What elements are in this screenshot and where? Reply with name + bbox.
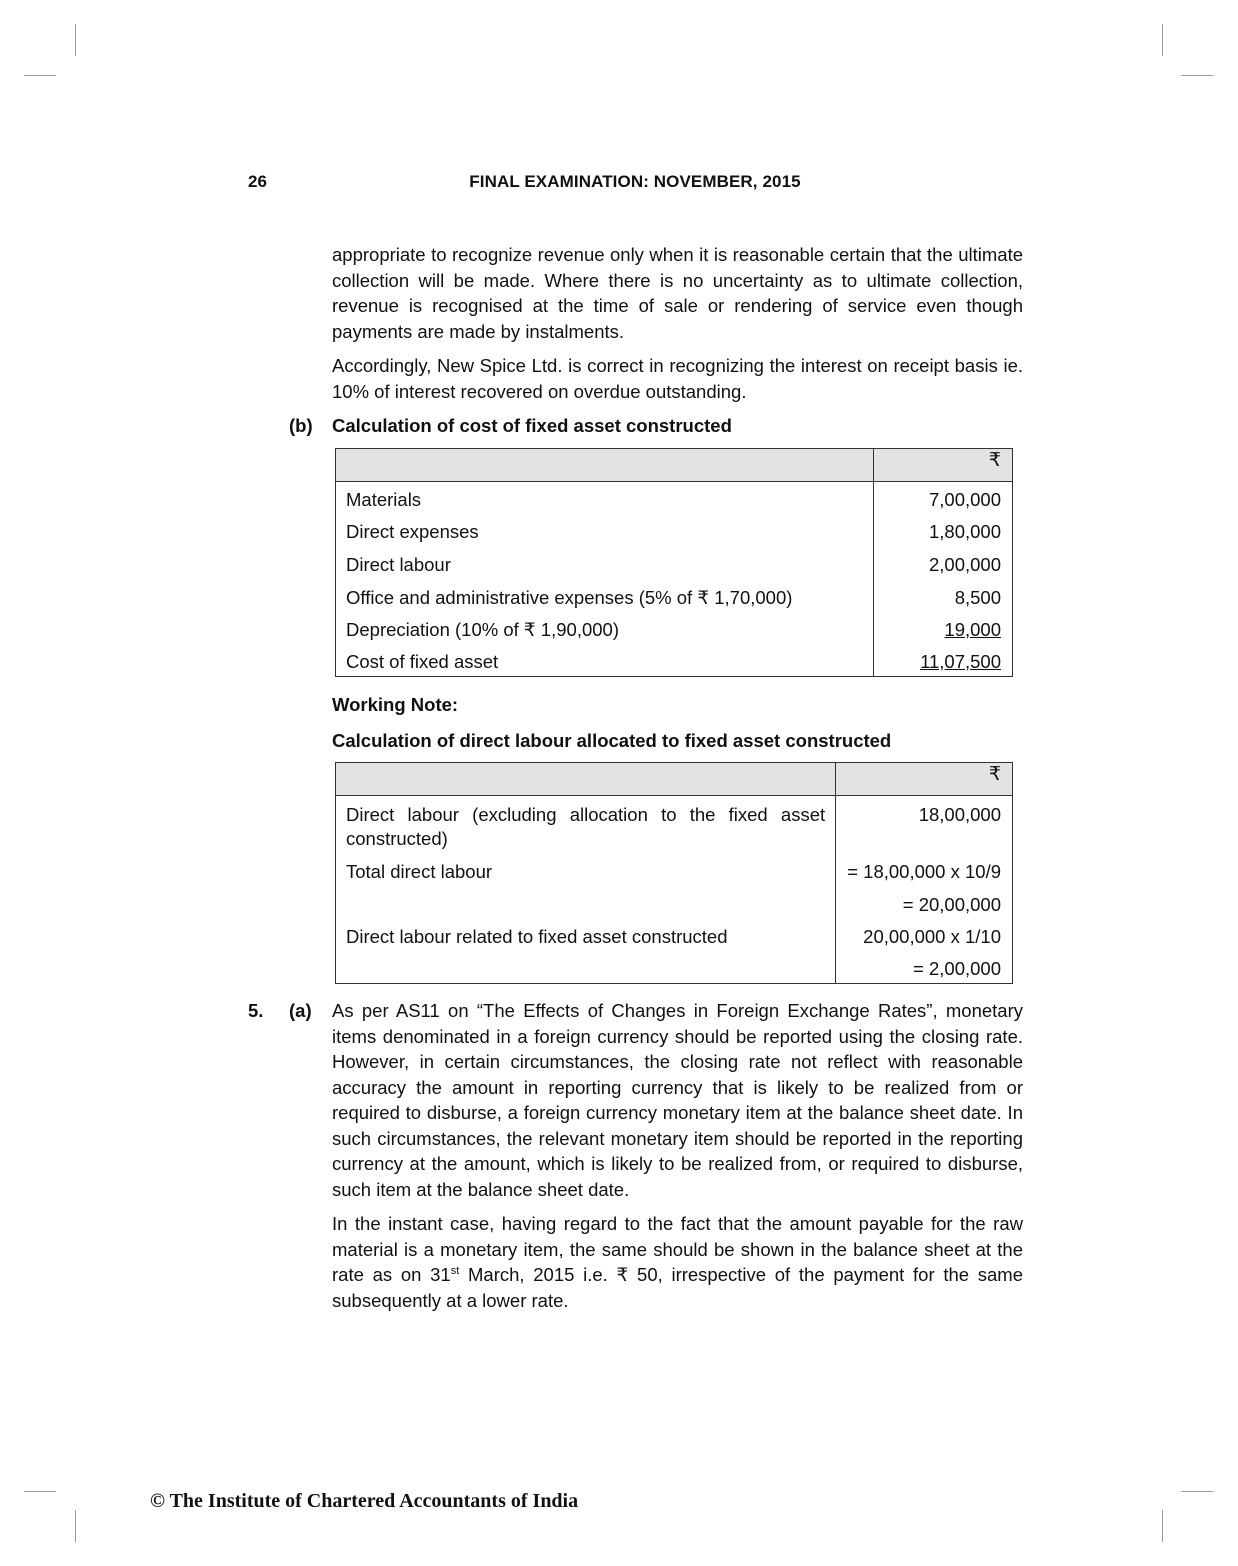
- total-underlined-amount: 11,07,500: [920, 651, 1001, 672]
- table-row: [336, 917, 1013, 949]
- row-description: Direct labour related to fixed asset constructed: [336, 917, 836, 949]
- header-blank-cell: [336, 449, 874, 482]
- crop-mark-bottom-left-vertical: [75, 1510, 76, 1542]
- row-amount: 8,500: [874, 577, 1013, 610]
- row-amount: 18,00,000: [836, 796, 1013, 852]
- subtotal-underlined-amount: 19,000: [944, 619, 1001, 640]
- row-description: Cost of fixed asset: [336, 642, 874, 677]
- working-note-heading: Calculation of direct labour allocated to fixed asset constructed: [332, 730, 892, 751]
- paragraph-2-text-start: In the instant case, having regard to the fact that the amount payable for the raw material is a monetary item, the same should be shown in the balance sheet at the rate as on 31: [332, 1213, 1023, 1285]
- row-description: Depreciation (10% of ₹ 1,90,000): [336, 610, 874, 642]
- rupee-symbol: ₹: [874, 449, 1013, 482]
- crop-mark-bottom-right-vertical: [1162, 1510, 1163, 1542]
- table-row: [336, 512, 1013, 544]
- intro-section: [332, 242, 1023, 404]
- question-part-label: (a): [289, 1000, 312, 1021]
- table-row: [336, 851, 1013, 884]
- working-note-title: Working Note:: [332, 694, 459, 715]
- table-row: [336, 482, 1013, 513]
- crop-mark-bottom-right-horizontal: [1181, 1491, 1213, 1492]
- table-row: [336, 949, 1013, 984]
- row-description: Direct labour: [336, 544, 874, 577]
- question-5-paragraph-2: [332, 1211, 1023, 1313]
- crop-mark-bottom-left-horizontal: [24, 1491, 56, 1492]
- table-row: [336, 796, 1013, 852]
- row-description: [336, 884, 836, 917]
- table-header-row: [336, 763, 1013, 796]
- question-5-paragraph-1: As per AS11 on “The Effects of Changes in Foreign Exchange Rates”, monetary items denominated in a foreign currency should be reported using the closing rate. However, in certain circumstances, the closing rate not reflect with reasonable accuracy the amount in reporting currency that is likely to be realized from or required to disburse, a foreign currency monetary item at the balance sheet date. In such circumstances, the relevant monetary item should be reported in the reporting currency at the amount, which is likely to be realized from, or required to disburse, such item at the balance sheet date.: [332, 1000, 1023, 1200]
- table-header-row: [336, 449, 1013, 482]
- row-amount: 7,00,000: [874, 482, 1013, 513]
- rupee-symbol: ₹: [836, 763, 1013, 796]
- crop-mark-top-right-vertical: [1162, 24, 1163, 56]
- page-number: 26: [248, 172, 267, 191]
- crop-mark-top-right-horizontal: [1181, 75, 1213, 76]
- part-b-label: (b): [289, 415, 313, 436]
- table-row: [336, 884, 1013, 917]
- row-amount: 1,80,000: [874, 512, 1013, 544]
- row-amount: = 18,00,000 x 10/9: [836, 851, 1013, 884]
- table-row: [336, 610, 1013, 642]
- row-amount: = 2,00,000: [836, 949, 1013, 984]
- row-description: Direct labour (excluding allocation to the fixed asset constructed): [336, 796, 836, 852]
- ordinal-superscript: st: [450, 1264, 460, 1277]
- question-5-section: [332, 998, 1023, 1313]
- cost-of-fixed-asset-table: [335, 448, 1013, 677]
- crop-mark-top-left-vertical: [75, 24, 76, 56]
- row-amount: 20,00,000 x 1/10: [836, 917, 1013, 949]
- part-b-heading: Calculation of cost of fixed asset constructed: [332, 415, 732, 436]
- row-amount: 2,00,000: [874, 544, 1013, 577]
- table-total-row: [336, 642, 1013, 677]
- row-description: Materials: [336, 482, 874, 513]
- direct-labour-table: [335, 762, 1013, 984]
- footer-copyright: © The Institute of Chartered Accountants of India: [150, 1490, 579, 1512]
- table-row: [336, 577, 1013, 610]
- intro-paragraph-1: appropriate to recognize revenue only when it is reasonable certain that the ultimate collection will be made. Where there is no uncertainty as to ultimate collection, revenue is recognised at the time of sale or rendering of service even though payments are made by instalments.: [332, 244, 1023, 342]
- row-description: Office and administrative expenses (5% of ₹ 1,70,000): [336, 577, 874, 610]
- intro-paragraph-2: Accordingly, New Spice Ltd. is correct in recognizing the interest on receipt basis ie. 10% of interest recovered on overdue outstanding.: [332, 355, 1023, 402]
- table-row: [336, 544, 1013, 577]
- row-description: Total direct labour: [336, 851, 836, 884]
- crop-mark-top-left-horizontal: [24, 75, 56, 76]
- row-amount: = 20,00,000: [836, 884, 1013, 917]
- row-amount: [874, 642, 1013, 677]
- paragraph-2-text-end: March, 2015 i.e. ₹ 50, irrespective of the payment for the same subsequently at a lower rate.: [332, 1264, 1023, 1311]
- running-head: FINAL EXAMINATION: NOVEMBER, 2015: [469, 172, 801, 191]
- header-blank-cell: [336, 763, 836, 796]
- row-description: Direct expenses: [336, 512, 874, 544]
- question-number: 5.: [248, 1000, 264, 1021]
- row-amount: [874, 610, 1013, 642]
- row-description: [336, 949, 836, 984]
